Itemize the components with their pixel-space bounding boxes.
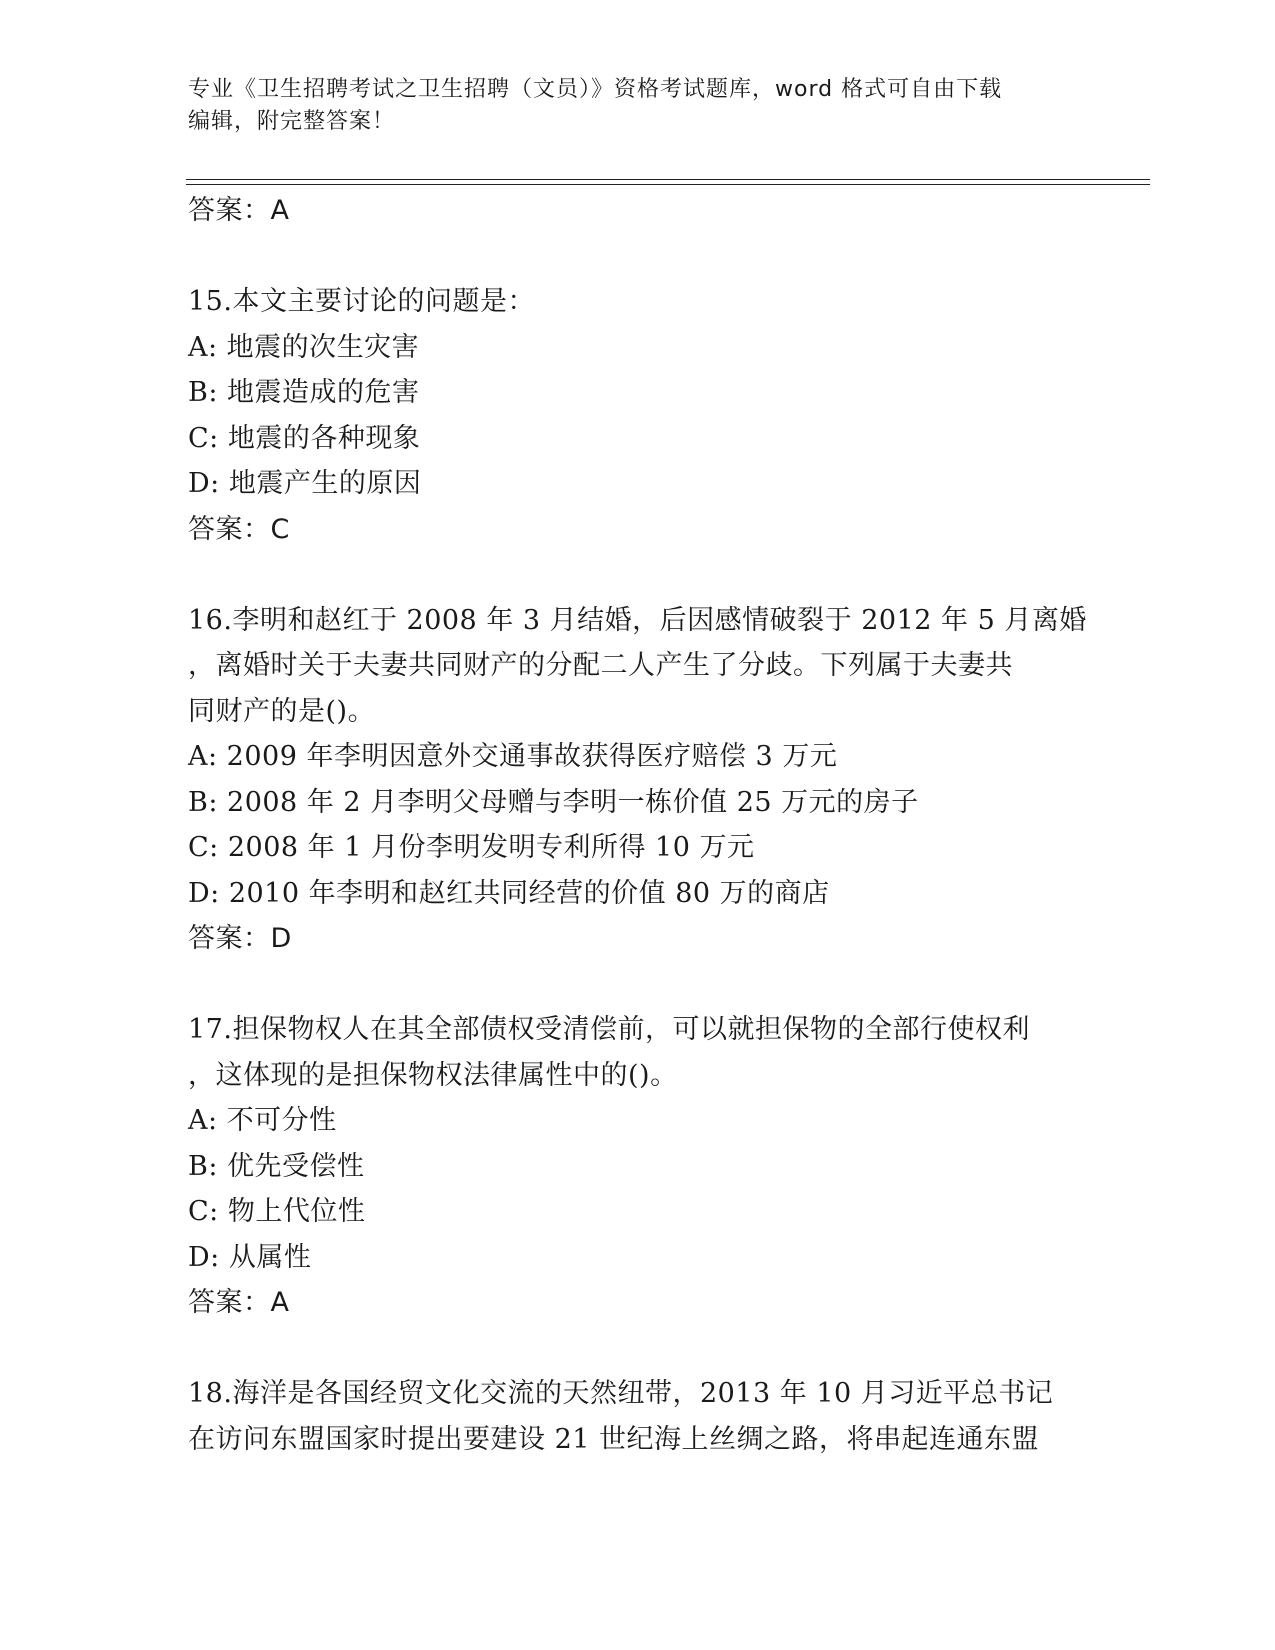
question-text: ，这体现的是担保物权法律属性中的()。 (188, 1059, 678, 1091)
option-d: D: 从属性 (188, 1241, 312, 1273)
option-c: C: 2008 年 1 月份李明发明专利所得 10 万元 (188, 832, 755, 863)
question-text: 18.海洋是各国经贸文化交流的天然纽带，2013 年 10 月习近平总书记 (188, 1378, 1054, 1409)
question-block-18 (188, 1371, 1128, 1462)
option-d: D: 2010 年李明和赵红共同经营的价值 80 万的商店 (188, 877, 830, 909)
header-line-2: 编辑，附完整答案！ (188, 109, 396, 134)
spacer (188, 962, 1128, 1008)
spacer (188, 1326, 1128, 1372)
question-text: ，离婚时关于夫妻共同财产的分配二人产生了分歧。下列属于夫妻共 (188, 650, 1013, 681)
question-block-16 (188, 598, 1128, 962)
header-line-1: 专业《卫生招聘考试之卫生招聘（文员）》资格考试题库，word 格式可自由下载 (188, 77, 1003, 102)
document-header (188, 74, 1088, 138)
header-divider-top (186, 179, 1150, 180)
question-block-15 (188, 279, 1128, 552)
question-text: 15.本文主要讨论的问题是： (188, 286, 535, 317)
option-c: C: 物上代位性 (188, 1196, 366, 1227)
question-text: 17.担保物权人在其全部债权受清偿前，可以就担保物的全部行使权利 (188, 1014, 1030, 1045)
option-b: B: 地震造成的危害 (188, 377, 420, 408)
question-text: 在访问东盟国家时提出要建设 21 世纪海上丝绸之路，将串起连通东盟 (188, 1423, 1040, 1455)
option-a: A: 地震的次生灾害 (188, 331, 420, 363)
answer-line: 答案：C (188, 513, 290, 545)
option-a: A: 2009 年李明因意外交通事故获得医疗赔偿 3 万元 (188, 741, 838, 772)
answer-line: 答案：A (188, 195, 290, 226)
option-c: C: 地震的各种现象 (188, 422, 421, 454)
question-block-17 (188, 1007, 1128, 1326)
answer-line: 答案：A (188, 1287, 290, 1318)
header-divider-bottom (186, 184, 1150, 185)
question-text: 同财产的是()。 (188, 695, 376, 727)
spacer (188, 234, 1128, 280)
spacer (188, 552, 1128, 598)
option-a: A: 不可分性 (188, 1105, 337, 1136)
question-list (188, 188, 1128, 1462)
option-b: B: 2008 年 2 月李明父母赠与李明一栋价值 25 万元的房子 (188, 786, 919, 818)
answer-line: 答案：D (188, 923, 292, 954)
option-d: D: 地震产生的原因 (188, 468, 422, 499)
question-text: 16.李明和赵红于 2008 年 3 月结婚，后因感情破裂于 2012 年 5 月离婚 (188, 604, 1087, 636)
option-b: B: 优先受偿性 (188, 1150, 365, 1182)
